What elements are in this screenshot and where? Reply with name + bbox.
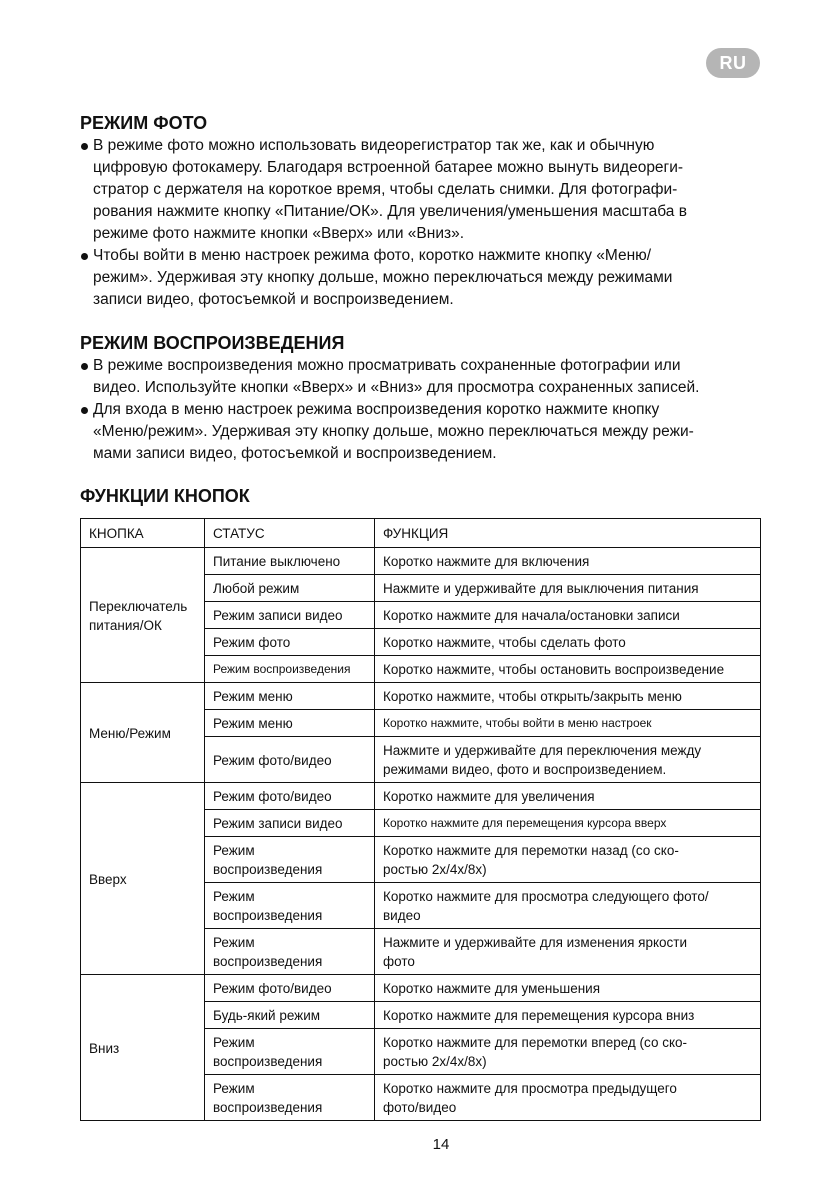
status-cell-line: Режим	[213, 1035, 255, 1050]
function-cell-line: режимами видео, фото и воспроизведением.	[383, 762, 667, 777]
function-cell-line: Коротко нажмите для перемещения курсора вниз	[383, 1008, 695, 1023]
status-cell-line: Режим	[213, 843, 255, 858]
section-heading: РЕЖИМ ВОСПРОИЗВЕДЕНИЯ	[80, 333, 345, 353]
status-cell	[205, 629, 375, 656]
section-photo-mode	[80, 111, 780, 311]
section-heading: РЕЖИМ ФОТО	[80, 113, 208, 133]
section-playback-mode	[80, 331, 780, 465]
status-cell-line: Режим воспроизведения	[213, 662, 351, 676]
function-cell-line: Коротко нажмите, чтобы войти в меню настроек	[383, 716, 652, 730]
status-cell-line: Режим фото	[213, 635, 291, 650]
button-name-cell-line: Вниз	[89, 1040, 120, 1056]
table-body	[81, 548, 761, 1121]
status-cell-line: Режим	[213, 1081, 255, 1096]
function-cell-line: Коротко нажмите для просмотра предыдущего	[383, 1081, 677, 1096]
status-cell	[205, 737, 375, 783]
status-cell	[205, 975, 375, 1002]
status-cell-line: Режим меню	[213, 716, 293, 731]
page-number: 14	[432, 1136, 450, 1153]
function-cell	[375, 683, 761, 710]
function-cell	[375, 575, 761, 602]
function-cell-line: Коротко нажмите, чтобы открыть/закрыть меню	[383, 689, 682, 704]
function-cell	[375, 548, 761, 575]
status-cell	[205, 810, 375, 837]
table-header-row	[81, 519, 761, 548]
status-cell-line: воспроизведения	[213, 954, 323, 969]
status-cell-line: Режим меню	[213, 689, 293, 704]
bullet-dot-icon	[81, 407, 88, 414]
status-cell	[205, 783, 375, 810]
status-cell-line: Режим фото/видео	[213, 752, 332, 768]
function-cell-line: ростью 2х/4х/8х)	[383, 1054, 487, 1069]
function-cell	[375, 737, 761, 783]
status-cell-line: Режим фото/видео	[213, 981, 332, 996]
function-cell	[375, 883, 761, 929]
bullet-item	[80, 135, 780, 245]
button-name-cell-line: Меню/Режим	[89, 725, 171, 741]
function-cell-line: видео	[383, 908, 421, 923]
function-cell-line: Нажмите и удерживайте для изменения яркости	[383, 935, 688, 950]
status-cell	[205, 1075, 375, 1121]
button-name-cell-line: питания/ОК	[89, 617, 162, 633]
function-cell	[375, 656, 761, 683]
function-cell-line: Коротко нажмите для перемотки вперед (со ско-	[383, 1035, 688, 1050]
status-cell-line: Режим записи видео	[213, 608, 343, 623]
function-cell	[375, 975, 761, 1002]
button-name-cell	[81, 975, 205, 1121]
bullet-list	[80, 355, 780, 465]
function-cell-line: Коротко нажмите для включения	[383, 554, 590, 569]
table-heading: ФУНКЦИИ КНОПОК	[80, 486, 250, 506]
status-cell	[205, 602, 375, 629]
function-cell	[375, 1029, 761, 1075]
bullet-text-line: видео. Используйте кнопки «Вверх» и «Вниз» для просмотра сохраненных записей.	[93, 379, 700, 396]
bullet-text-line: В режиме воспроизведения можно просматривать сохраненные фотографии или	[93, 357, 681, 374]
function-cell-line: фото/видео	[383, 1100, 457, 1115]
button-functions-table	[80, 518, 761, 1121]
bullet-item	[80, 355, 780, 399]
status-cell	[205, 1002, 375, 1029]
function-cell-line: Коротко нажмите для просмотра следующего фото/	[383, 889, 709, 904]
column-header-function: ФУНКЦИЯ	[375, 519, 761, 548]
function-cell	[375, 1075, 761, 1121]
column-header-status: СТАТУС	[205, 519, 375, 548]
button-name-cell	[81, 683, 205, 783]
function-cell	[375, 710, 761, 737]
bullet-text-line: Для входа в меню настроек режима воспроизведения коротко нажмите кнопку	[93, 401, 660, 418]
status-cell	[205, 656, 375, 683]
function-cell-line: Коротко нажмите для уменьшения	[383, 981, 601, 996]
function-cell	[375, 810, 761, 837]
function-cell-line: Коротко нажмите для начала/остановки записи	[383, 608, 680, 623]
function-cell-line: Коротко нажмите, чтобы остановить воспроизведение	[383, 662, 725, 677]
status-cell	[205, 1029, 375, 1075]
table-row	[81, 548, 761, 575]
status-cell	[205, 883, 375, 929]
bullet-text-line: В режиме фото можно использовать видеорегистратор так же, как и обычную	[93, 137, 655, 154]
status-cell	[205, 929, 375, 975]
bullet-list	[80, 135, 780, 311]
status-cell	[205, 683, 375, 710]
status-cell	[205, 710, 375, 737]
function-cell-line: ростью 2х/4х/8х)	[383, 862, 487, 877]
bullet-item	[80, 245, 780, 311]
function-cell-line: Коротко нажмите для перемотки назад (со ско-	[383, 843, 679, 858]
function-cell	[375, 929, 761, 975]
button-name-cell	[81, 548, 205, 683]
bullet-text-line: режим». Удерживая эту кнопку дольше, можно переключаться между режимами	[93, 269, 673, 286]
status-cell	[205, 548, 375, 575]
column-header-button: КНОПКА	[81, 519, 205, 548]
button-name-cell-line: Переключатель	[89, 598, 188, 614]
function-cell	[375, 783, 761, 810]
function-cell	[375, 629, 761, 656]
bullet-text-line: цифровую фотокамеру. Благодаря встроенной батарее можно вынуть видеореги-	[93, 159, 684, 176]
table-header	[81, 519, 761, 548]
function-cell-line: Коротко нажмите для перемещения курсора вверх	[383, 816, 667, 830]
table-row	[81, 783, 761, 810]
function-cell	[375, 602, 761, 629]
status-cell	[205, 575, 375, 602]
function-cell	[375, 1002, 761, 1029]
status-cell-line: воспроизведения	[213, 862, 323, 877]
table-row	[81, 683, 761, 710]
function-cell-line: Коротко нажмите для увеличения	[383, 789, 595, 804]
status-cell-line: Режим	[213, 935, 255, 950]
bullet-text-line: записи видео, фотосъемкой и воспроизведением.	[93, 291, 454, 308]
language-badge: RU	[706, 48, 760, 78]
status-cell-line: воспроизведения	[213, 908, 323, 923]
function-cell-line: Нажмите и удерживайте для выключения питания	[383, 581, 699, 596]
bullet-text-line: Чтобы войти в меню настроек режима фото, коротко нажмите кнопку «Меню/	[93, 247, 652, 264]
status-cell-line: воспроизведения	[213, 1100, 323, 1115]
button-name-cell-line: Вверх	[89, 871, 127, 887]
bullet-text-line: стратор с держателя на короткое время, чтобы сделать снимки. Для фотографи-	[93, 181, 678, 198]
function-cell-line: Нажмите и удерживайте для переключения между	[383, 743, 702, 758]
status-cell-line: Режим фото/видео	[213, 789, 332, 804]
bullet-dot-icon	[81, 143, 88, 150]
status-cell-line: Режим записи видео	[213, 816, 343, 831]
table-row	[81, 975, 761, 1002]
status-cell-line: Режим	[213, 889, 255, 904]
status-cell-line: воспроизведения	[213, 1054, 323, 1069]
bullet-text-line: рования нажмите кнопку «Питание/ОК». Для увеличения/уменьшения масштаба в	[93, 203, 687, 220]
function-cell-line: фото	[383, 954, 415, 969]
bullet-text-line: мами записи видео, фотосъемкой и воспроизведением.	[93, 445, 497, 462]
bullet-dot-icon	[81, 363, 88, 370]
button-name-cell	[81, 783, 205, 975]
bullet-dot-icon	[81, 253, 88, 260]
function-cell	[375, 837, 761, 883]
function-cell-line: Коротко нажмите, чтобы сделать фото	[383, 635, 626, 650]
status-cell-line: Будь-який режим	[213, 1008, 321, 1023]
status-cell	[205, 837, 375, 883]
status-cell-line: Любой режим	[213, 581, 300, 596]
status-cell-line: Питание выключено	[213, 554, 341, 569]
bullet-item	[80, 399, 780, 465]
bullet-text-line: «Меню/режим». Удерживая эту кнопку дольше, можно переключаться между режи-	[93, 423, 694, 440]
bullet-text-line: режиме фото нажмите кнопки «Вверх» или «Вниз».	[93, 225, 465, 242]
